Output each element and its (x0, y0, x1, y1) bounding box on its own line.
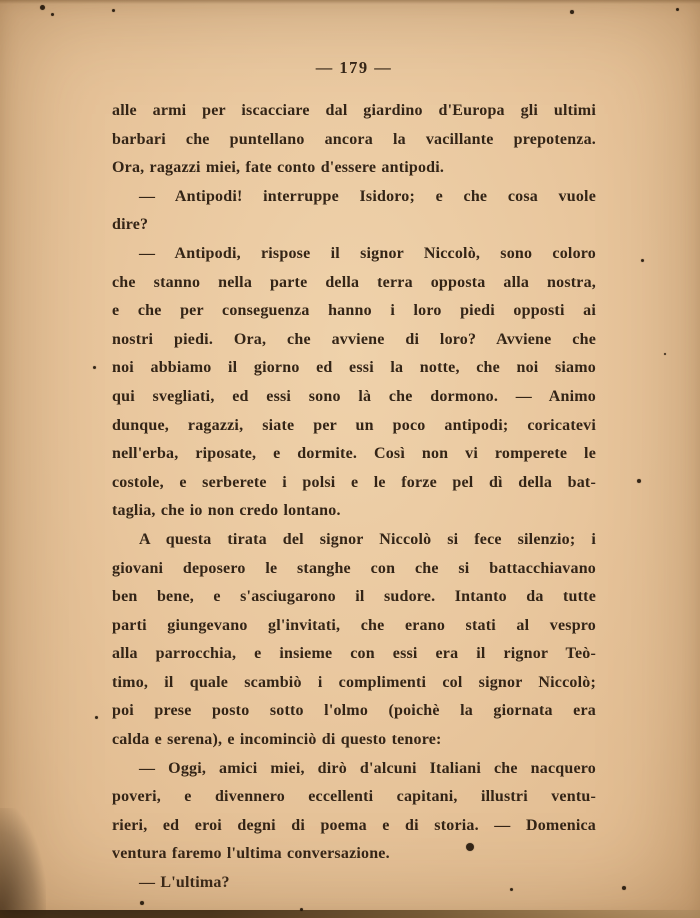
ink-speck (95, 716, 98, 719)
text-line: nostri piedi. Ora, che avviene di loro? Avviene che (112, 330, 596, 348)
text-line: che stanno nella parte della terra opposta alla nostra, (112, 273, 596, 291)
ink-speck (676, 8, 679, 11)
text-line: rieri, ed eroi degni di poema e di storia. — Domenica (112, 816, 596, 834)
text-line: qui svegliati, ed essi sono là che dormono. — Animo (112, 387, 596, 405)
text-line: ben bene, e s'asciugarono il sudore. Intanto da tutte (112, 588, 596, 606)
ink-speck (93, 366, 96, 369)
ink-speck (140, 901, 144, 905)
text-line: timo, il quale scambiò i complimenti col signor Niccolò; (112, 673, 596, 691)
ink-speck (51, 13, 54, 16)
text-line: nell'erba, riposate, e dormite. Così non vi romperete le (112, 445, 596, 463)
text-line: poveri, e divennero eccellenti capitani, illustri ventu- (112, 788, 596, 806)
text-line: alle armi per iscacciare dal giardino d'Europa gli ultimi (112, 102, 596, 119)
ink-speck (112, 9, 115, 12)
text-line: noi abbiamo il giorno ed essi la notte, che noi siamo (112, 359, 596, 377)
text-line: e che per conseguenza hanno i loro piedi opposti ai (112, 302, 596, 320)
text-line: parti giungevano gl'invitati, che erano stati al vespro (112, 616, 596, 634)
text-line: A questa tirata del signor Niccolò si fece silenzio; i (139, 530, 596, 548)
ink-speck (466, 843, 474, 851)
text-line: dire? (112, 216, 149, 234)
text-line: ventura faremo l'ultima conversazione. (112, 845, 390, 863)
page-edge-top-shadow (0, 0, 700, 4)
ink-speck (300, 908, 303, 911)
text-line: taglia, che io non credo lontano. (112, 502, 341, 520)
ink-speck (641, 259, 644, 262)
text-line: — Antipodi! interruppe Isidoro; e che cosa vuole (139, 187, 596, 205)
page-number: — 179 — (315, 58, 393, 77)
page-edge-bottom (0, 910, 700, 918)
text-line: dunque, ragazzi, siate per un poco antipodi; coricatevi (112, 416, 596, 434)
ink-speck (664, 353, 666, 355)
text-line: barbari che puntellano ancora la vacillante prepotenza. (112, 130, 596, 148)
page-corner-shadow (0, 808, 46, 918)
ink-speck (570, 10, 574, 14)
page-text (112, 97, 596, 898)
text-line: alla parrocchia, e insieme con essi era il rignor Teò- (112, 645, 596, 663)
ink-speck (637, 479, 641, 483)
text-line: — Antipodi, rispose il signor Niccolò, sono coloro (139, 244, 596, 262)
text-line: costole, e serberete i polsi e le forze pel dì della bat- (112, 473, 596, 491)
ink-speck (40, 5, 45, 10)
text-line: poi prese posto sotto l'olmo (poichè la giornata era (112, 702, 596, 720)
ink-speck (622, 886, 626, 890)
text-line: calda e serena), e incominciò di questo tenore: (112, 731, 442, 749)
text-line: — L'ultima? (139, 874, 230, 892)
text-line: giovani deposero le stanghe con che si battacchiavano (112, 559, 596, 577)
text-line: — Oggi, amici miei, dirò d'alcuni Italiani che nacquero (139, 759, 596, 777)
ink-speck (510, 888, 513, 891)
text-line: Ora, ragazzi miei, fate conto d'essere antipodi. (112, 159, 445, 177)
